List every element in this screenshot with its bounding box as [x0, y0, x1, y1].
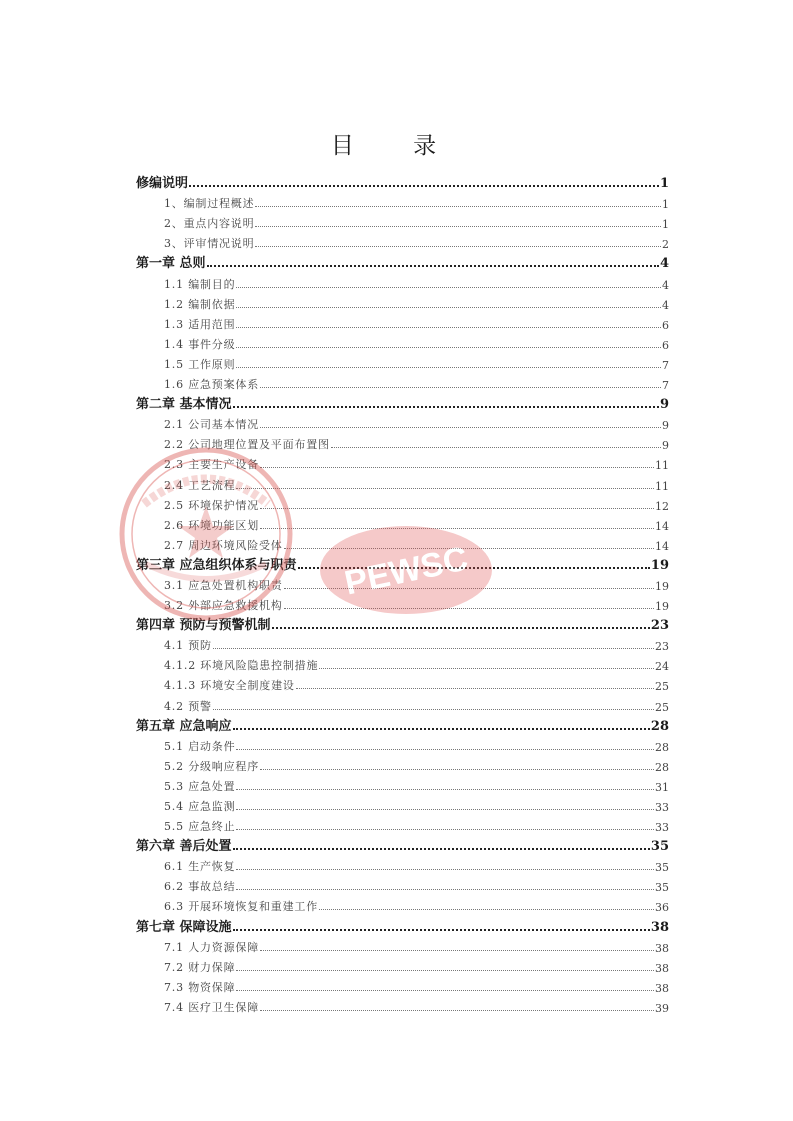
toc-chapter-row[interactable] [136, 171, 669, 191]
toc-page-number: 23 [650, 618, 669, 634]
toc-section-row[interactable] [136, 432, 669, 452]
dot-leader [236, 287, 661, 288]
toc-entry-label: 6.2 事故总结 [164, 880, 236, 894]
toc-section-row[interactable] [136, 754, 669, 774]
dot-leader [298, 567, 650, 569]
toc-page-number: 28 [650, 718, 669, 734]
dot-leader [233, 848, 650, 850]
toc-entry-label: 3、评审情况说明 [164, 237, 255, 251]
toc-page-number: 7 [662, 358, 669, 372]
toc-page-number: 1 [662, 218, 669, 232]
dot-leader [207, 265, 659, 267]
toc-entry-label: 7.3 物资保障 [164, 980, 236, 994]
toc-page-number: 33 [655, 821, 669, 835]
dot-leader [319, 668, 654, 669]
toc-page-number: 7 [662, 379, 669, 393]
dot-leader [236, 970, 654, 971]
toc-page-number: 19 [650, 557, 669, 573]
toc-section-row[interactable] [136, 854, 669, 874]
toc-page-number: 23 [655, 640, 669, 654]
toc-section-row[interactable] [136, 312, 669, 332]
toc-entry-label: 第三章 应急组织体系与职责 [136, 557, 297, 573]
toc-section-row[interactable] [136, 693, 669, 713]
toc-section-row[interactable] [136, 633, 669, 653]
toc-section-row[interactable] [136, 593, 669, 613]
toc-page-number: 39 [655, 1001, 669, 1015]
toc-entry-label: 3.2 外部应急救援机构 [164, 599, 283, 613]
toc-section-row[interactable] [136, 231, 669, 251]
toc-page-number: 4 [662, 298, 669, 312]
toc-section-row[interactable] [136, 814, 669, 834]
toc-page-number: 14 [655, 539, 669, 553]
dot-leader [284, 608, 654, 609]
toc-section-row[interactable] [136, 935, 669, 955]
toc-entry-label: 2、重点内容说明 [164, 217, 255, 231]
dot-leader [260, 508, 654, 509]
dot-leader [260, 467, 654, 468]
dot-leader [255, 226, 661, 227]
toc-section-row[interactable] [136, 794, 669, 814]
toc-section-row[interactable] [136, 975, 669, 995]
toc-entry-label: 4.1.3 环境安全制度建设 [164, 679, 295, 693]
toc-page-number: 9 [662, 419, 669, 433]
toc-entry-label: 2.5 环境保护情况 [164, 498, 259, 512]
toc-chapter-row[interactable] [136, 613, 669, 633]
dot-leader [284, 588, 654, 589]
dot-leader [236, 789, 654, 790]
dot-leader [236, 829, 654, 830]
toc-section-row[interactable] [136, 533, 669, 553]
toc-entry-label: 1.6 应急预案体系 [164, 378, 259, 392]
toc-entry-label: 1、编制过程概述 [164, 197, 255, 211]
dot-leader [233, 929, 650, 931]
toc-section-row[interactable] [136, 673, 669, 693]
toc-section-row[interactable] [136, 191, 669, 211]
toc-page-number: 11 [655, 459, 669, 473]
toc-section-row[interactable] [136, 995, 669, 1015]
toc-page-number: 25 [655, 680, 669, 694]
toc-page-number: 35 [650, 839, 669, 855]
dot-leader [260, 950, 654, 951]
toc-section-row[interactable] [136, 493, 669, 513]
toc-section-row[interactable] [136, 653, 669, 673]
toc-entry-label: 第六章 善后处置 [136, 839, 232, 855]
toc-section-row[interactable] [136, 734, 669, 754]
dot-leader [260, 1010, 654, 1011]
toc-entry-label: 第四章 预防与预警机制 [136, 618, 271, 634]
dot-leader [236, 889, 654, 890]
toc-page-number: 1 [659, 176, 669, 192]
toc-section-row[interactable] [136, 292, 669, 312]
toc-entry-label: 6.3 开展环境恢复和重建工作 [164, 900, 318, 914]
toc-section-row[interactable] [136, 955, 669, 975]
toc-page-number: 6 [662, 318, 669, 332]
toc-page-number: 6 [662, 338, 669, 352]
toc-page-number: 31 [655, 780, 669, 794]
toc-entry-label: 第七章 保障设施 [136, 919, 232, 935]
toc-entry-label: 7.4 医疗卫生保障 [164, 1000, 259, 1014]
toc-page-number: 28 [655, 740, 669, 754]
toc-page-number: 14 [655, 519, 669, 533]
toc-page-number: 38 [655, 981, 669, 995]
dot-leader [213, 648, 654, 649]
toc-entry-label: 2.4 工艺流程 [164, 478, 236, 492]
table-of-contents [136, 171, 669, 1015]
dot-leader [189, 185, 659, 187]
toc-page-number: 9 [662, 439, 669, 453]
dot-leader [236, 367, 661, 368]
toc-section-row[interactable] [136, 452, 669, 472]
toc-entry-label: 4.1.2 环境风险隐患控制措施 [164, 659, 319, 673]
dot-leader [236, 869, 654, 870]
toc-section-row[interactable] [136, 352, 669, 372]
toc-section-row[interactable] [136, 332, 669, 352]
toc-entry-label: 1.5 工作原则 [164, 357, 236, 371]
toc-chapter-row[interactable] [136, 714, 669, 734]
toc-page-number: 33 [655, 801, 669, 814]
toc-entry-label: 6.1 生产恢复 [164, 860, 236, 874]
toc-chapter-row[interactable] [136, 553, 669, 573]
toc-entry-label: 第一章 总则 [136, 256, 206, 272]
toc-entry-label: 3.1 应急处置机构职责 [164, 578, 283, 592]
dot-leader [236, 809, 654, 810]
toc-page-number: 19 [655, 579, 669, 593]
dot-leader [284, 548, 654, 549]
toc-entry-label: 1.1 编制目的 [164, 277, 236, 291]
toc-entry-label: 2.6 环境功能区划 [164, 518, 259, 532]
toc-page-number: 12 [655, 499, 669, 513]
toc-chapter-row[interactable] [136, 392, 669, 412]
toc-page-number: 2 [662, 238, 669, 252]
toc-page-number: 38 [650, 919, 669, 935]
dot-leader [233, 728, 650, 730]
toc-entry-label: 2.3 主要生产设备 [164, 458, 259, 472]
toc-entry-label: 5.4 应急监测 [164, 800, 236, 813]
dot-leader [236, 307, 661, 308]
toc-section-row[interactable] [136, 573, 669, 593]
toc-page-number: 4 [662, 278, 669, 292]
dot-leader [260, 387, 661, 388]
toc-page-number: 24 [655, 660, 669, 674]
dot-leader [233, 406, 659, 408]
toc-page-number: 11 [655, 479, 669, 493]
toc-entry-label: 1.3 适用范围 [164, 317, 236, 331]
toc-page-number: 35 [655, 881, 669, 895]
toc-section-row[interactable] [136, 372, 669, 392]
toc-page-number: 19 [655, 600, 669, 614]
dot-leader [331, 447, 661, 448]
toc-entry-label: 1.4 事件分级 [164, 337, 236, 351]
toc-entry-label: 7.2 财力保障 [164, 960, 236, 974]
toc-entry-label: 5.1 启动条件 [164, 739, 236, 753]
toc-entry-label: 1.2 编制依据 [164, 297, 236, 311]
dot-leader [213, 709, 654, 710]
toc-entry-label: 4.1 预防 [164, 639, 212, 653]
dot-leader [272, 627, 650, 629]
toc-page-number: 28 [655, 760, 669, 774]
toc-entry-label: 5.5 应急终止 [164, 820, 236, 834]
page-title: 目 录 [330, 133, 463, 159]
toc-entry-label: 2.1 公司基本情况 [164, 418, 259, 432]
dot-leader [319, 909, 654, 910]
toc-entry-label: 4.2 预警 [164, 699, 212, 713]
toc-chapter-row[interactable] [136, 834, 669, 854]
dot-leader [236, 327, 661, 328]
toc-section-row[interactable] [136, 874, 669, 894]
dot-leader [260, 769, 654, 770]
toc-section-row[interactable] [136, 472, 669, 492]
toc-page-number: 25 [655, 700, 669, 714]
toc-chapter-row[interactable] [136, 914, 669, 934]
toc-entry-label: 修编说明 [136, 176, 189, 192]
toc-section-row[interactable] [136, 211, 669, 231]
toc-entry-label: 5.2 分级响应程序 [164, 759, 259, 773]
toc-section-row[interactable] [136, 894, 669, 914]
toc-page-number: 9 [659, 397, 669, 413]
dot-leader [260, 427, 661, 428]
dot-leader [260, 528, 654, 529]
toc-page-number: 35 [655, 861, 669, 875]
toc-page-number: 36 [655, 901, 669, 915]
toc-entry-label: 5.3 应急处置 [164, 779, 236, 793]
toc-page-number: 38 [655, 961, 669, 975]
dot-leader [236, 488, 654, 489]
toc-page-number: 38 [655, 941, 669, 955]
toc-entry-label: 7.1 人力资源保障 [164, 940, 259, 954]
dot-leader [236, 749, 654, 750]
toc-section-row[interactable] [136, 774, 669, 794]
toc-section-row[interactable] [136, 513, 669, 533]
toc-entry-label: 第二章 基本情况 [136, 397, 232, 413]
toc-section-row[interactable] [136, 271, 669, 291]
dot-leader [296, 688, 654, 689]
dot-leader [236, 347, 661, 348]
dot-leader [236, 990, 654, 991]
dot-leader [255, 246, 661, 247]
toc-entry-label: 第五章 应急响应 [136, 718, 232, 734]
toc-section-row[interactable] [136, 412, 669, 432]
toc-chapter-row[interactable] [136, 251, 669, 271]
watermark-text: PEWSC [341, 539, 472, 603]
dot-leader [255, 206, 661, 207]
toc-entry-label: 2.7 周边环境风险受体 [164, 538, 283, 552]
toc-page-number: 4 [659, 256, 669, 272]
toc-page-number: 1 [662, 198, 669, 212]
toc-entry-label: 2.2 公司地理位置及平面布置图 [164, 438, 330, 452]
